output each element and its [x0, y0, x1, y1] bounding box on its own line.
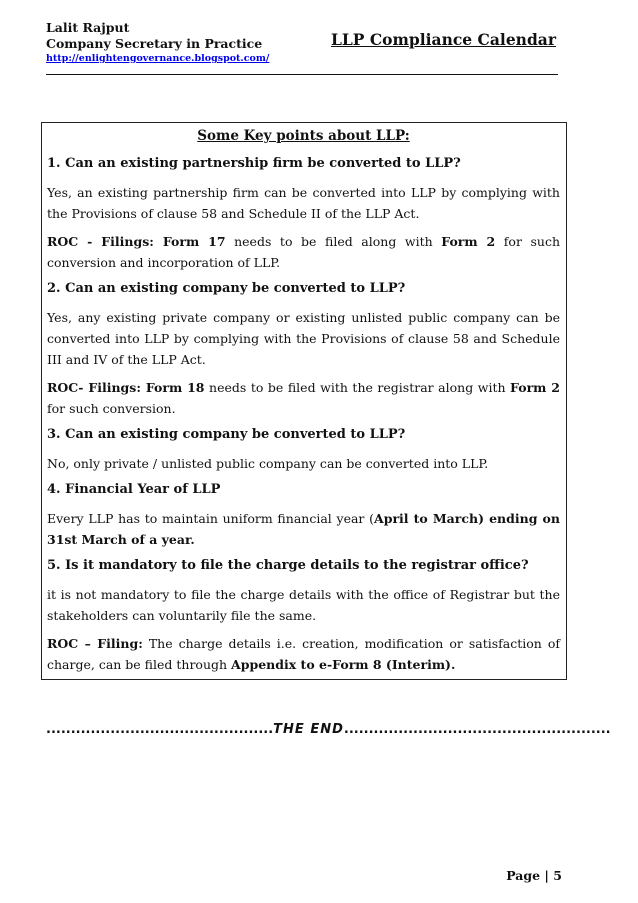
end-dots-left: ..............................................: [46, 722, 274, 737]
page-number: Page | 5: [506, 868, 562, 883]
answer-2-paragraph-1: Yes, any existing private company or existing unlisted public company can be converted into LLP by complying with the Provisions of clause 58 and Schedule III and IV of the LLP Act.: [47, 310, 560, 367]
author-name: Lalit Rajput: [46, 20, 130, 35]
the-end-line: [46, 722, 611, 737]
page-header: [46, 20, 558, 66]
header-divider: [46, 74, 558, 75]
key-points-box: [41, 122, 567, 680]
blog-link[interactable]: http://enlightengovernance.blogspot.com/: [46, 53, 270, 64]
question-3: 3. Can an existing company be converted to LLP?: [47, 427, 406, 442]
author-role: Company Secretary in Practice: [46, 36, 263, 51]
question-2: 2. Can an existing company be converted to LLP?: [47, 281, 406, 296]
question-4: 4. Financial Year of LLP: [47, 482, 221, 497]
end-dots-right: ......................................................: [343, 722, 611, 737]
key-points-heading: Some Key points about LLP:: [197, 128, 410, 144]
answer-5-paragraph-1: it is not mandatory to file the charge details with the office of Registrar but the stakeholders can voluntarily file the same.: [47, 587, 560, 623]
answer-1-paragraph-2: ROC - Filings: Form 17 needs to be filed along with Form 2 for such conversion and incorporation of LLP.: [47, 234, 561, 270]
answer-5-paragraph-2: ROC – Filing: The charge details i.e. creation, modification or satisfaction of charge, can be filed through Appendix to e-Form 8 (Interim).: [47, 636, 560, 672]
question-5: 5. Is it mandatory to file the charge details to the registrar office?: [47, 558, 529, 573]
document-title: LLP Compliance Calendar: [331, 30, 556, 49]
answer-4-paragraph-1: Every LLP has to maintain uniform financial year (April to March) ending on 31st March of a year.: [47, 511, 560, 547]
answer-1-paragraph-1: Yes, an existing partnership firm can be converted into LLP by complying with the Provisions of clause 58 and Schedule II of the LLP Act.: [47, 185, 560, 221]
answer-2-paragraph-2: ROC- Filings: Form 18 needs to be filed with the registrar along with Form 2 for such conversion.: [47, 380, 560, 416]
question-1: 1. Can an existing partnership firm be converted to LLP?: [47, 156, 461, 171]
answer-3-paragraph-1: No, only private / unlisted public company can be converted into LLP.: [47, 456, 489, 471]
the-end-text: THE END: [273, 722, 344, 737]
